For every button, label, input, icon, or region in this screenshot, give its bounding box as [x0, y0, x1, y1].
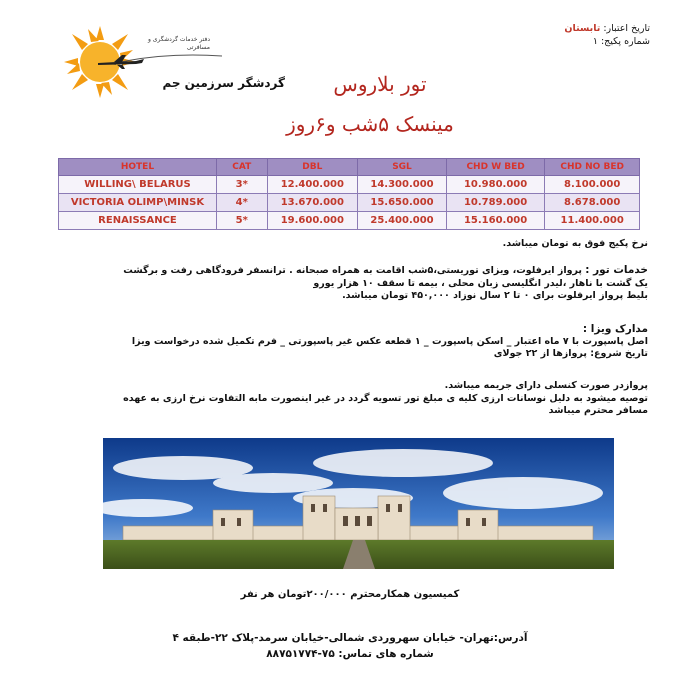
castle-photo [103, 438, 614, 569]
header-chd-w-bed: CHD W BED [446, 159, 545, 176]
page-subtitle-text: مینسک ۵شب و۶روز [286, 112, 454, 136]
notes-section [48, 380, 648, 418]
header-sgl: SGL [358, 159, 447, 176]
price-table-header-row [59, 159, 640, 176]
header-dbl: DBL [267, 159, 358, 176]
header-cat: CAT [216, 159, 267, 176]
package-meta [450, 22, 650, 48]
logo-tagline: دفتر خدمات گردشگری و مسافرتی [147, 36, 210, 51]
header-chd-no-bed: CHD NO BED [545, 159, 640, 176]
table-row [59, 194, 640, 212]
services-line: پرواز ایرفلوت، ویزای توریستی،۵شب اقامت به همراه صبحانه . ترانسفر فرودگاهی رفت و برگشت [123, 265, 586, 276]
commission-note: کمیسیون همکارمحترم ۲۰۰/۰۰۰تومان هر نفر [240, 589, 460, 600]
header-hotel: HOTEL [59, 159, 217, 176]
price-chd-w-bed: 10.789.000 [446, 194, 545, 212]
price-sgl: 15.650.000 [358, 194, 447, 212]
validity-line [450, 22, 650, 35]
price-chd-w-bed: 10.980.000 [446, 176, 545, 194]
price-chd-no-bed: 8.100.000 [545, 176, 640, 194]
price-sgl: 25.400.000 [358, 212, 447, 230]
visa-heading: مدارک ویزا : [582, 323, 648, 335]
validity-label: تاریخ اعتبار: [600, 23, 650, 34]
price-dbl: 13.670.000 [267, 194, 358, 212]
services-first-line [48, 264, 648, 278]
price-table [58, 158, 640, 230]
hotel-name: RENAISSANCE [59, 212, 217, 230]
note-line: پروازدر صورت کنسلی دارای جریمه میباشد. [444, 380, 648, 391]
hotel-name: VICTORIA OLIMP\MINSK [59, 194, 217, 212]
services-line: بلیط پرواز ایرفلوت برای ۰ تا ۲ سال نوزاد ۴۵۰,۰۰۰ تومان میباشد. [342, 290, 648, 301]
page-subtitle [0, 112, 700, 136]
logo-brand-name: گردشگر سرزمین جم [162, 76, 285, 90]
note-line: توصیه میشود به دلیل نوسانات ارزی کلیه ی مبلغ تور تسویه گردد در غیر اینصورت مابه التفاوت نرخ ارزی به عهده [123, 392, 648, 404]
validity-value: تابستان [564, 23, 601, 34]
services-heading: خدمات تور : [585, 264, 648, 276]
visa-section [48, 323, 648, 361]
price-sgl: 14.300.000 [358, 176, 447, 194]
currency-note: نرخ پکیج فوق به تومان میباشد. [502, 238, 648, 249]
phone-line: شماره های تماس: ۷۵-۸۸۷۵۱۷۷۴ [266, 648, 434, 660]
airplane-icon [96, 54, 146, 70]
page-title-text: تور بلاروس [333, 72, 427, 96]
page-title [0, 72, 700, 96]
price-chd-no-bed: 8.678.000 [545, 194, 640, 212]
hotel-category: 3* [216, 176, 267, 194]
address-line: آدرس:تهران- خیابان سهروردی شمالی-خیابان سرمد-پلاک ۲۲-طبقه ۴ [172, 632, 528, 644]
note-line: مسافر محترم میباشد [548, 405, 648, 416]
price-dbl: 12.400.000 [267, 176, 358, 194]
hotel-name: WILLING\ BELARUS [59, 176, 217, 194]
table-row [59, 212, 640, 230]
table-row [59, 176, 640, 194]
hotel-category: 4* [216, 194, 267, 212]
services-section [48, 264, 648, 303]
visa-line: تاریخ شروع: پروازها از ۲۲ جولای [493, 348, 648, 359]
price-chd-w-bed: 15.160.000 [446, 212, 545, 230]
visa-line: اصل پاسپورت با ۷ ماه اعتبار _ اسکن پاسپورت _ ۱ قطعه عکس غیر پاسپورتی _ فرم تکمیل شده درخواست ویزا [131, 335, 648, 347]
contact-info [0, 630, 700, 662]
price-dbl: 19.600.000 [267, 212, 358, 230]
services-line: یک گشت با ناهار ،لیدر انگلیسی زبان محلی ، بیمه تا سقف ۱۰ هزار یورو [313, 277, 648, 289]
package-number: شماره پکیج: ۱ [592, 36, 650, 47]
hotel-category: 5* [216, 212, 267, 230]
price-chd-no-bed: 11.400.000 [545, 212, 640, 230]
